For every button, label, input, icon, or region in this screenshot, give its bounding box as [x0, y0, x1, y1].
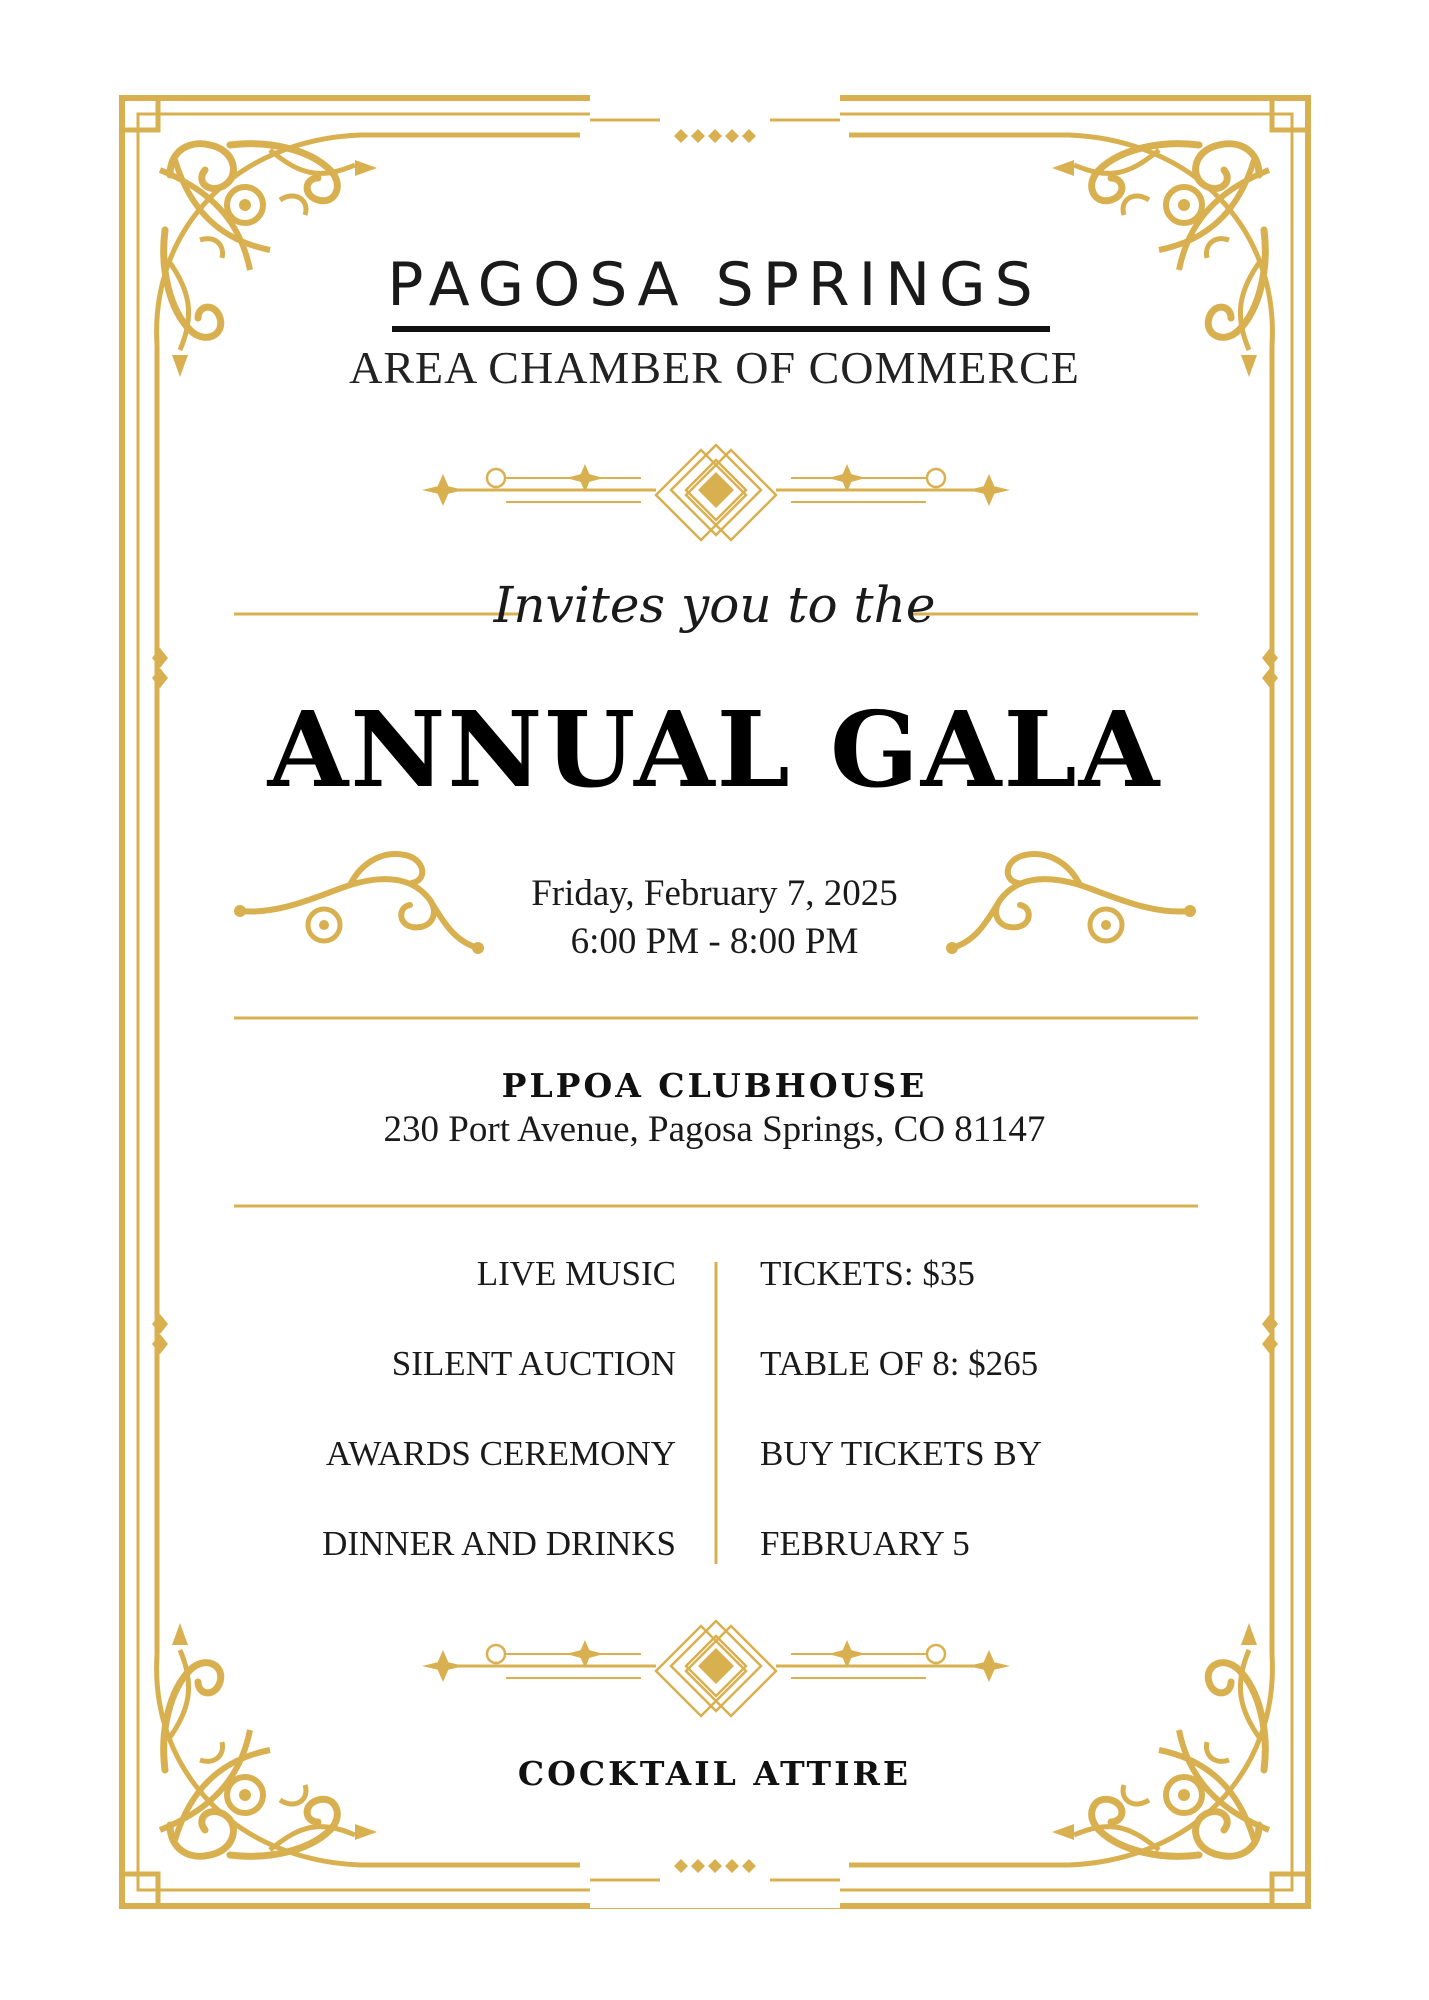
organization-subtitle: AREA CHAMBER OF COMMERCE — [349, 342, 1080, 393]
ticket-info-item: TICKETS: $35 — [760, 1254, 975, 1293]
tickets-info-list — [760, 1252, 1042, 1612]
features-list — [322, 1252, 676, 1612]
feature-item: LIVE MUSIC — [476, 1254, 676, 1293]
ticket-info-item: TABLE OF 8: $265 — [760, 1344, 1039, 1383]
event-date: Friday, February 7, 2025 — [531, 873, 898, 914]
event-title: ANNUAL GALA — [267, 688, 1162, 811]
ticket-info-item: FEBRUARY 5 — [760, 1524, 970, 1563]
venue-name: PLPOA CLUBHOUSE — [501, 1066, 928, 1105]
invitation-intro: Invites you to the — [493, 576, 936, 634]
dress-code: COCKTAIL ATTIRE — [517, 1754, 912, 1793]
feature-item: DINNER AND DRINKS — [322, 1524, 676, 1563]
organization-name-underline — [392, 326, 1050, 332]
event-time: 6:00 PM - 8:00 PM — [570, 921, 859, 962]
feature-item: AWARDS CEREMONY — [325, 1434, 676, 1473]
ticket-info-item: BUY TICKETS BY — [760, 1434, 1042, 1473]
feature-item: SILENT AUCTION — [391, 1344, 676, 1383]
organization-name: PAGOSA SPRINGS — [387, 250, 1042, 320]
venue-address: 230 Port Avenue, Pagosa Springs, CO 81147 — [383, 1109, 1046, 1150]
